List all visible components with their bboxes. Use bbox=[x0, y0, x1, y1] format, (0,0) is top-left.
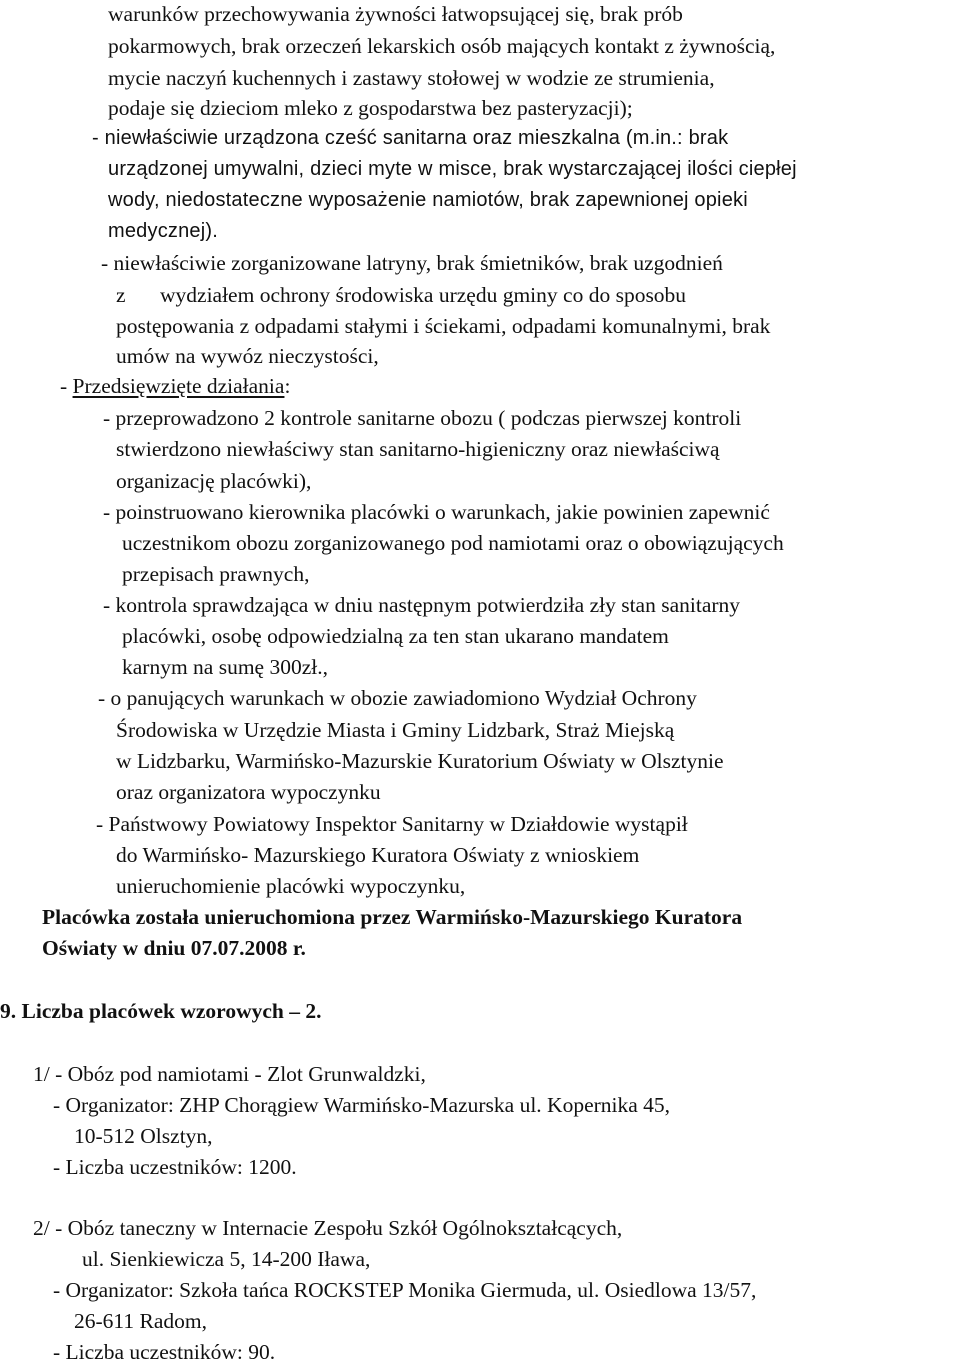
heading-prefix: - bbox=[60, 374, 73, 398]
text-line: w Lidzbarku, Warmińsko-Mazurskie Kuratorium Oświaty w Olsztynie bbox=[116, 749, 724, 773]
text-line: 2/ - Obóz taneczny w Internacie Zespołu Szkół Ogólnokształcących, bbox=[33, 1216, 623, 1240]
section-heading-actions bbox=[60, 373, 290, 399]
text-line: postępowania z odpadami stałymi i ściekami, odpadami komunalnymi, brak bbox=[116, 314, 771, 338]
text-line: karnym na sumę 300zł., bbox=[122, 655, 328, 679]
text-line: 26-611 Radom, bbox=[74, 1309, 207, 1333]
text-line: wody, niedostateczne wyposażenie namiotów, brak zapewnionej opieki bbox=[108, 189, 748, 211]
heading-suffix: : bbox=[284, 374, 291, 398]
text-line: - Organizator: Szkoła tańca ROCKSTEP Monika Giermuda, ul. Osiedlowa 13/57, bbox=[53, 1278, 757, 1302]
text-line: pokarmowych, brak orzeczeń lekarskich osób mających kontakt z żywnością, bbox=[108, 34, 776, 58]
closure-line: Placówka została unieruchomiona przez Warmińsko-Mazurskiego Kuratora bbox=[42, 905, 743, 929]
text-line: - niewłaściwie zorganizowane latryny, brak śmietników, brak uzgodnień bbox=[101, 251, 723, 275]
text-line: - niewłaściwie urządzona cześć sanitarna oraz mieszkalna (m.in.: brak bbox=[92, 127, 729, 149]
text-line: podaje się dzieciom mleko z gospodarstwa bez pasteryzacji); bbox=[108, 96, 633, 120]
text-line: przepisach prawnych, bbox=[122, 562, 310, 586]
text-line: organizację placówki), bbox=[116, 469, 312, 493]
text-line: - o panujących warunkach w obozie zawiadomiono Wydział Ochrony bbox=[98, 686, 697, 710]
text-line: uczestnikom obozu zorganizowanego pod namiotami oraz o obowiązujących bbox=[122, 531, 784, 555]
closure-line: Oświaty w dniu 07.07.2008 r. bbox=[42, 936, 306, 960]
text-line: unieruchomienie placówki wypoczynku, bbox=[116, 874, 466, 898]
text-line: 1/ - Obóz pod namiotami - Zlot Grunwaldzki, bbox=[33, 1062, 426, 1086]
text-line: 10-512 Olsztyn, bbox=[74, 1124, 213, 1148]
text-line: z bbox=[116, 283, 126, 307]
text-line: - poinstruowano kierownika placówki o warunkach, jakie powinien zapewnić bbox=[103, 500, 770, 524]
section-heading-9: 9. Liczba placówek wzorowych – 2. bbox=[0, 999, 322, 1023]
text-line: ul. Sienkiewicza 5, 14-200 Iława, bbox=[82, 1247, 371, 1271]
text-line: warunków przechowywania żywności łatwopsującej się, brak prób bbox=[108, 2, 683, 26]
text-line: placówki, osobę odpowiedzialną za ten stan ukarano mandatem bbox=[122, 624, 669, 648]
heading-label: Przedsięwzięte działania bbox=[72, 374, 285, 398]
text-line: wydziałem ochrony środowiska urzędu gminy co do sposobu bbox=[160, 283, 687, 307]
text-line: urządzonej umywalni, dzieci myte w misce, brak wystarczającej ilości ciepłej bbox=[108, 158, 797, 180]
text-line: - Państwowy Powiatowy Inspektor Sanitarny w Działdowie wystąpił bbox=[96, 812, 688, 836]
text-line: - kontrola sprawdzająca w dniu następnym potwierdziła zły stan sanitarny bbox=[103, 593, 741, 617]
text-line: do Warmińsko- Mazurskiego Kuratora Oświaty z wnioskiem bbox=[116, 843, 640, 867]
text-line: medycznej). bbox=[108, 220, 219, 242]
text-line: mycie naczyń kuchennych i zastawy stołowej w wodzie ze strumienia, bbox=[108, 66, 715, 90]
text-line: - Liczba uczestników: 1200. bbox=[53, 1155, 297, 1179]
text-line: umów na wywóz nieczystości, bbox=[116, 344, 379, 368]
text-line: - Organizator: ZHP Chorągiew Warmińsko-Mazurska ul. Kopernika 45, bbox=[53, 1093, 671, 1117]
text-line: - przeprowadzono 2 kontrole sanitarne obozu ( podczas pierwszej kontroli bbox=[103, 406, 742, 430]
text-line: stwierdzono niewłaściwy stan sanitarno-higieniczny oraz niewłaściwą bbox=[116, 437, 720, 461]
text-line: - Liczba uczestników: 90. bbox=[53, 1340, 276, 1364]
text-line: oraz organizatora wypoczynku bbox=[116, 780, 381, 804]
text-line: Środowiska w Urzędzie Miasta i Gminy Lidzbark, Straż Miejską bbox=[116, 718, 675, 742]
